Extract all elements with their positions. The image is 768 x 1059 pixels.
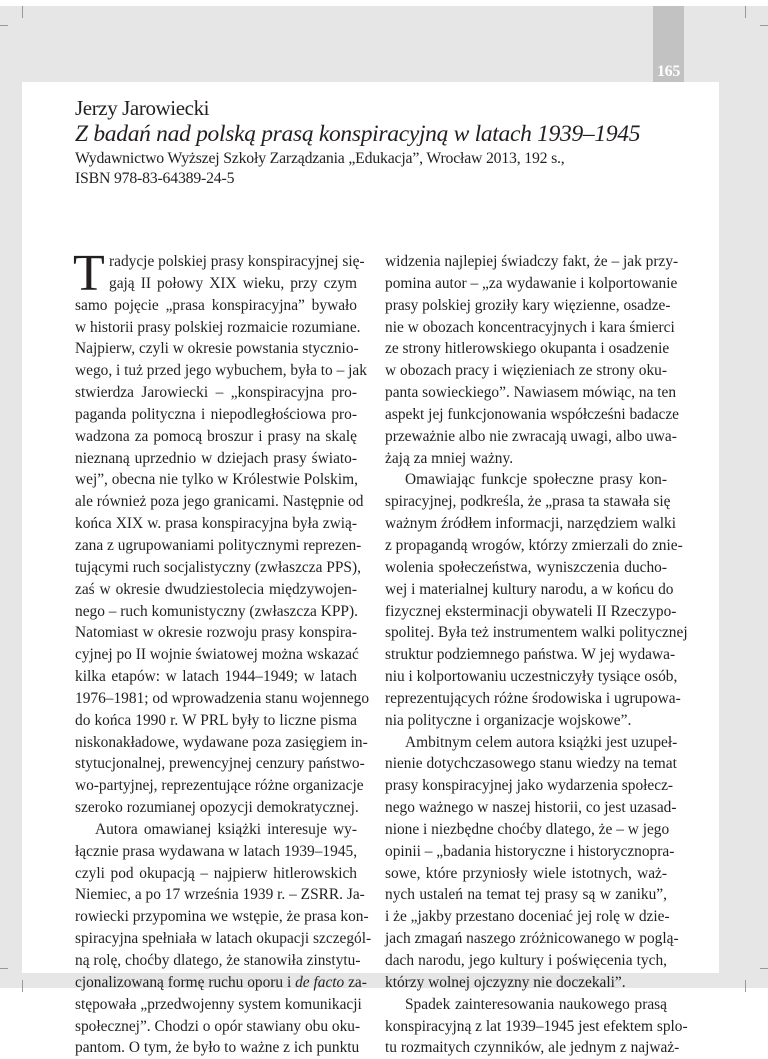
- text-line: nych ustaleń na temat tej prasy są w zaniku”,: [385, 886, 667, 904]
- text-line: Niemiec, a po 17 września 1939 r. – ZSRR. Ja-: [75, 886, 365, 904]
- text-line: zana z ugrupowaniami politycznymi reprezen-: [75, 536, 362, 554]
- text-line: końca XIX w. prasa konspiracyjna była zwią-: [75, 515, 357, 533]
- text-line: prasy polskiej groziły kary więzienne, osadze-: [385, 296, 671, 314]
- text-fragment: za-: [344, 973, 367, 991]
- page-number-tab: [653, 6, 684, 82]
- text-line: ale również poza jego granicami. Następnie od: [75, 493, 364, 511]
- text-line: radycje polskiej prasy konspiracyjnej się-: [109, 253, 365, 270]
- text-line: fizycznej eksterminacji obywateli II Rzeczypo-: [385, 602, 677, 620]
- text-line: nienie dotychczasowego stanu wiedzy na temat: [385, 755, 677, 773]
- text-line: niu i kolportowaniu uczestniczyły tysiące osób,: [385, 668, 678, 686]
- review-isbn: ISBN 978-83-64389-24-5: [75, 170, 235, 187]
- text-line: nia polityczne i organizacje wojskowe”.: [385, 711, 632, 729]
- crop-mark-top-left: [22, 6, 23, 18]
- text-line: zaś w okresie dwudziestolecia międzywojen-: [75, 580, 357, 598]
- text-line: nego – ruch komunistyczny (zwłaszcza KPP).: [75, 602, 358, 620]
- text-line: wej i materialnej kultury narodu, a w końcu do: [385, 580, 674, 598]
- text-line: Autora omawianej książki interesuje wy-: [95, 820, 357, 838]
- text-line-with-italic: [75, 972, 367, 994]
- text-line: rowiecki przypomina we wstępie, że prasa kon-: [75, 908, 369, 926]
- text-line: szeroko rozumianej opozycji demokratycznej.: [75, 799, 359, 817]
- text-line: Omawiając funkcje społeczne prasy kon-: [405, 471, 667, 489]
- crop-mark-right-bottom: [760, 968, 768, 969]
- text-line: niskonakładowe, wydawane poza zasięgiem in-: [75, 733, 368, 751]
- text-line: ważnym źródłem informacji, narzędziem walki: [385, 515, 677, 533]
- text-line: nego ważnego w naszej historii, co jest uzasad-: [385, 799, 677, 817]
- text-line: cyjnej po II wojnie światowej można wskazać: [75, 646, 359, 664]
- text-line: panta sowieckiego”. Nawiasem mówiąc, na ten: [385, 384, 677, 402]
- text-line: nie w obozach koncentracyjnych i kara śmierci: [385, 318, 675, 336]
- text-line: aspekt jej funkcjonowania współcześni badacze: [385, 405, 680, 423]
- text-line: w obozach pracy i więzieniach ze strony oku-: [385, 362, 667, 380]
- text-line: w historii prasy polskiej rozmaicie rozumiane.: [75, 318, 361, 336]
- crop-mark-bottom-left: [22, 980, 23, 992]
- text-line: konspiracyjną z lat 1939–1945 jest efektem splo-: [385, 1017, 688, 1035]
- review-book-title: Z badań nad polską prasą konspiracyjną w latach 1939–1945: [75, 121, 641, 147]
- crop-mark-bottom-right: [745, 980, 746, 992]
- text-line: widzenia najlepiej świadczy fakt, że – jak przy-: [385, 253, 679, 270]
- text-line: 1976–1981; od wprowadzenia stanu wojennego: [75, 689, 370, 707]
- page-sheet: [22, 82, 719, 1057]
- text-line: przeważnie albo nie zwracają uwagi, albo uwa-: [385, 427, 677, 445]
- text-line: ną rolę, choćby dlatego, że stanowiła zinstytu-: [75, 952, 361, 969]
- text-line: wej”, obecna nie tylko w Królestwie Polskim,: [75, 471, 358, 489]
- text-line: ze strony hitlerowskiego okupanta i osadzenie: [385, 340, 670, 358]
- text-column-left: [73, 245, 372, 1059]
- text-line: żają za mniej ważny.: [385, 449, 514, 467]
- text-line: opinii – „badania historyczne i historycznopra-: [385, 842, 675, 860]
- text-line: kilka etapów: w latach 1944–1949; w latach: [75, 668, 357, 686]
- text-line: Natomiast w okresie rozwoju prasy konspira-: [75, 624, 357, 642]
- crop-mark-right-top: [760, 25, 768, 26]
- text-line: gają II połowy XIX wieku, przy czym: [109, 274, 357, 292]
- text-line: którzy wolnej ojczyzny nie doczekali”.: [385, 973, 626, 991]
- text-line: nione i niezbędne choćby dlatego, że – w jego: [385, 820, 670, 838]
- drop-cap: T: [73, 245, 105, 302]
- text-line: paganda polityczna i niepodległościowa pro-: [75, 405, 357, 423]
- crop-mark-top-right: [745, 6, 746, 18]
- text-line: Najpierw, czyli w okresie powstania stycznio-: [75, 340, 359, 358]
- text-line: wego, i tuż przed jego wybuchem, była to – jak: [75, 362, 367, 380]
- text-line: prasy konspiracyjnej jako wydarzenia społecz-: [385, 777, 674, 795]
- text-line: czyli pod okupacją – najpierw hitlerowskich: [75, 864, 357, 882]
- text-line: wadzona za pomocą broszur i prasy na skalę: [75, 427, 357, 445]
- text-line: stwierdza Jarowiecki – „konspiracyjna pro-: [75, 384, 357, 402]
- crop-mark-left-top: [0, 25, 8, 26]
- text-line: dach narodu, jego kultury i poświęcenia tych,: [385, 952, 667, 969]
- text-line: pomina autor – „za wydawanie i kolportowanie: [385, 274, 678, 292]
- text-line: reprezentujących różne środowiska i ugrupowa-: [385, 689, 681, 707]
- text-line: spolitej. Była też instrumentem walki politycznej: [385, 624, 688, 642]
- text-line: nieznaną uprzednio w dziejach prasy świato-: [75, 449, 357, 467]
- text-line: spiracyjna spełniała w latach okupacji szczegól-: [75, 930, 372, 948]
- text-line: sowe, które przyniosły wiele istotnych, waż-: [385, 864, 667, 882]
- text-fragment: cjonalizowaną formę ruchu oporu i: [75, 973, 296, 991]
- text-line: Ambitnym celem autora książki jest uzupeł-: [405, 733, 678, 751]
- text-line: samo pojęcie „prasa konspiracyjna” bywało: [75, 296, 357, 314]
- text-line: stytucjonalnej, prewencyjnej cenzury państwo-: [75, 755, 365, 773]
- text-line: wo-partyjnej, reprezentujące różne organizacje: [75, 777, 364, 795]
- text-line: społecznej”. Chodzi o opór stawiany obu oku-: [75, 1017, 361, 1035]
- text-line: pantom. O tym, że było to ważne z ich punktu: [75, 1039, 360, 1057]
- text-line: i że „jakby przestano doceniać jej rolę w dzie-: [385, 908, 670, 926]
- text-line: do końca 1990 r. W PRL były to liczne pisma: [75, 711, 357, 729]
- page-number: 165: [656, 63, 681, 80]
- text-line: wolenia społeczeństwa, wyniszczenia ducho-: [385, 558, 667, 576]
- review-publisher-line: Wydawnictwo Wyższej Szkoły Zarządzania „Edukacja”, Wrocław 2013, 192 s.,: [75, 150, 565, 167]
- crop-mark-left-bottom: [0, 968, 8, 969]
- italic-phrase: de facto: [295, 973, 345, 991]
- text-line: struktur podziemnego państwa. W jej wydawa-: [385, 646, 676, 664]
- text-line: Spadek zainteresowania naukowego prasą: [405, 995, 667, 1013]
- text-line: stępowała „przedwojenny system komunikacji: [75, 995, 362, 1013]
- review-author: Jerzy Jarowiecki: [75, 96, 210, 120]
- text-line: spiracyjnej, podkreśla, że „prasa ta stawała się: [385, 493, 671, 511]
- text-line: tu rozmaitych czynników, ale jednym z najważ-: [385, 1039, 680, 1057]
- text-line: z propagandą wrogów, którzy zmierzali do znie-: [385, 536, 683, 554]
- text-column-right: [385, 251, 688, 1059]
- text-line: tującymi ruch socjalistyczny (zwłaszcza PPS),: [75, 558, 361, 576]
- text-line: jach zmagań naszego zróżnicowanego w poglą-: [385, 930, 679, 948]
- text-line: łącznie prasa wydawana w latach 1939–1945,: [75, 842, 358, 860]
